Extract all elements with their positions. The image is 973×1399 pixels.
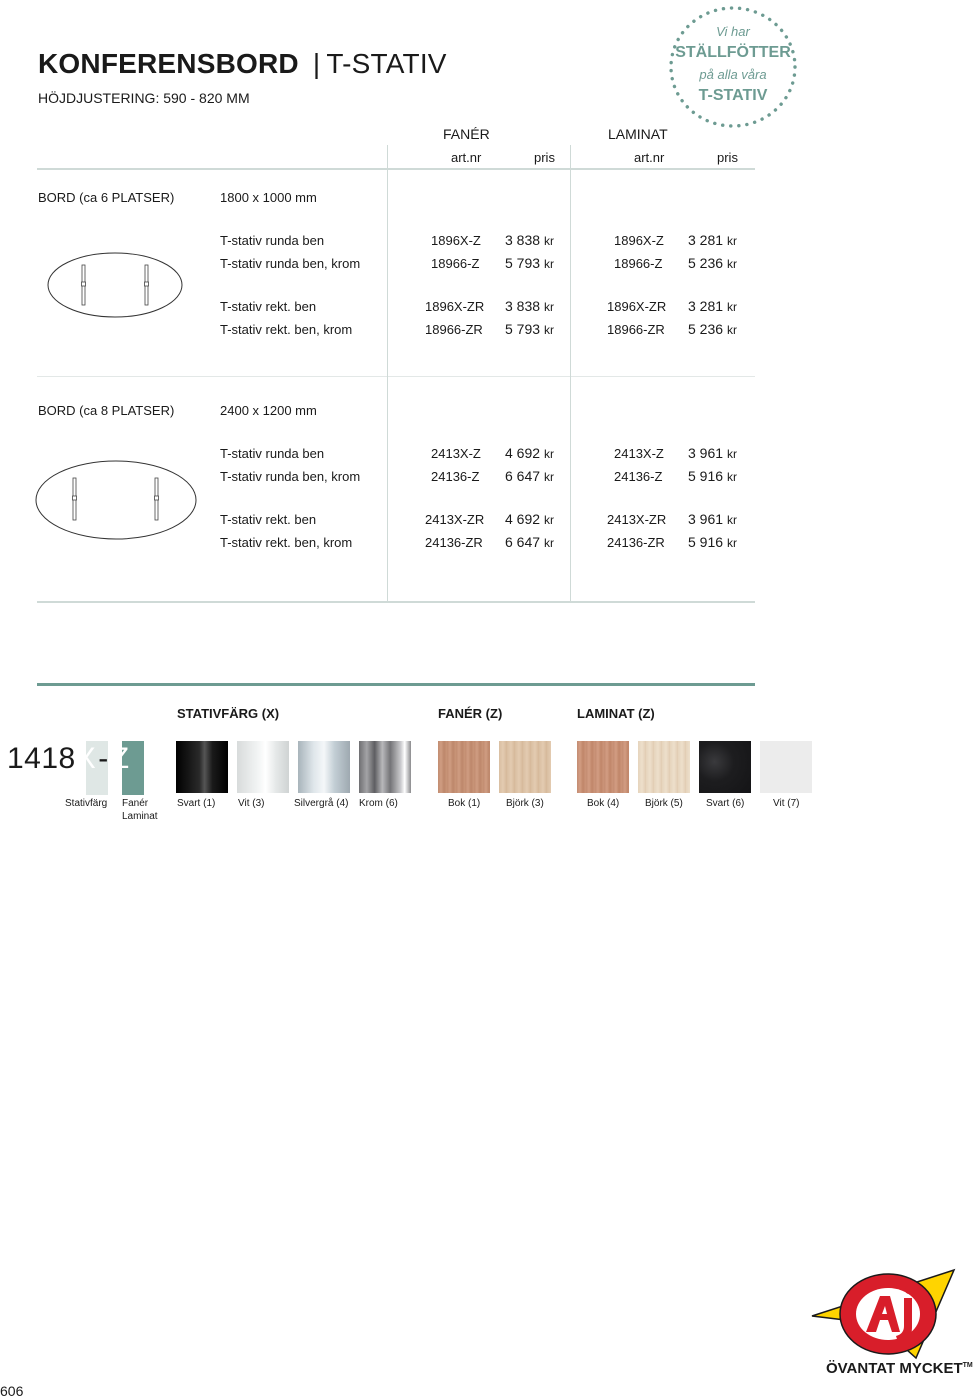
laminat-artnr: 1896X-Z bbox=[614, 233, 664, 248]
product-name: T-stativ runda ben, krom bbox=[220, 256, 361, 271]
faner-price: 6 647 kr bbox=[505, 534, 554, 550]
col-faner-pris: pris bbox=[534, 150, 555, 165]
laminat-price: 3 961 kr bbox=[688, 511, 737, 527]
badge-line-4: T-STATIV bbox=[698, 87, 768, 104]
laminat-artnr: 24136-Z bbox=[614, 469, 663, 484]
section-2-label: BORD (ca 8 PLATSER) bbox=[38, 403, 175, 418]
swatch-vit-3[interactable] bbox=[237, 741, 289, 793]
faner-price: 3 838 kr bbox=[505, 298, 554, 314]
column-group-laminat: LAMINAT bbox=[608, 126, 668, 142]
column-divider-2 bbox=[570, 145, 571, 601]
label-vit-3: Vit (3) bbox=[238, 798, 265, 809]
section-1-label: BORD (ca 6 PLATSER) bbox=[38, 190, 175, 205]
label-svart-6: Svart (6) bbox=[706, 798, 745, 809]
code-z: Z bbox=[110, 742, 130, 775]
laminat-heading: LAMINAT (Z) bbox=[577, 706, 655, 721]
faner-price: 5 793 kr bbox=[505, 321, 554, 337]
swatch-bok-1[interactable] bbox=[438, 741, 490, 793]
faner-price: 4 692 kr bbox=[505, 511, 554, 527]
feet-badge bbox=[666, 3, 800, 131]
product-name: T-stativ runda ben bbox=[220, 446, 325, 461]
faner-price: 5 793 kr bbox=[505, 255, 554, 271]
product-name: T-stativ rekt. ben, krom bbox=[220, 535, 353, 550]
faner-heading: FANÉR (Z) bbox=[438, 706, 503, 721]
code-z-label-2: Laminat bbox=[122, 811, 158, 822]
logo-slogan: ÖVANTAT MYCKET™ bbox=[826, 1360, 973, 1377]
product-name: T-stativ rekt. ben bbox=[220, 299, 317, 314]
laminat-artnr: 2413X-ZR bbox=[607, 512, 667, 527]
column-group-faner: FANÉR bbox=[443, 126, 490, 142]
product-name: T-stativ runda ben bbox=[220, 233, 325, 248]
laminat-price: 3 281 kr bbox=[688, 232, 737, 248]
laminat-price: 5 236 kr bbox=[688, 321, 737, 337]
col-faner-artnr: art.nr bbox=[451, 150, 482, 165]
title-main: KONFERENSBORD bbox=[38, 48, 299, 79]
column-divider-1 bbox=[387, 145, 388, 601]
faner-price: 4 692 kr bbox=[505, 445, 554, 461]
laminat-price: 5 916 kr bbox=[688, 534, 737, 550]
swatch-bjork-3[interactable] bbox=[499, 741, 551, 793]
swatch-silvergra-4[interactable] bbox=[298, 741, 350, 793]
page-subtitle: HÖJDJUSTERING: 590 - 820 MM bbox=[38, 90, 250, 106]
col-laminat-pris: pris bbox=[717, 150, 738, 165]
col-laminat-artnr: art.nr bbox=[634, 150, 665, 165]
laminat-artnr: 1896X-ZR bbox=[607, 299, 667, 314]
swatch-krom-6[interactable] bbox=[359, 741, 411, 793]
laminat-price: 3 281 kr bbox=[688, 298, 737, 314]
label-krom-6: Krom (6) bbox=[359, 798, 398, 809]
faner-artnr: 2413X-Z bbox=[431, 446, 481, 461]
page-title bbox=[38, 48, 447, 80]
swatch-vit-7[interactable] bbox=[760, 741, 812, 793]
faner-artnr: 24136-Z bbox=[431, 469, 480, 484]
badge-line-2: STÄLLFÖTTER bbox=[675, 44, 791, 61]
code-dash: - bbox=[98, 742, 109, 775]
laminat-artnr: 18966-ZR bbox=[607, 322, 665, 337]
aj-logo bbox=[808, 1262, 958, 1372]
table-bottom-rule bbox=[37, 601, 755, 603]
label-svart-1: Svart (1) bbox=[177, 798, 216, 809]
section-divider-1 bbox=[37, 376, 755, 377]
stativfarg-heading: STATIVFÄRG (X) bbox=[177, 706, 280, 721]
code-z-label-1: Fanér bbox=[122, 798, 149, 809]
swatch-svart-6[interactable] bbox=[699, 741, 751, 793]
section-1-size: 1800 x 1000 mm bbox=[220, 190, 317, 205]
laminat-artnr: 2413X-Z bbox=[614, 446, 664, 461]
title-separator: | bbox=[312, 48, 321, 79]
laminat-artnr: 18966-Z bbox=[614, 256, 663, 271]
label-bjork-5: Björk (5) bbox=[645, 798, 683, 809]
code-base: 1418 bbox=[7, 742, 76, 775]
table-diagram-6-seats bbox=[45, 250, 185, 320]
faner-artnr: 18966-ZR bbox=[425, 322, 483, 337]
faner-price: 3 838 kr bbox=[505, 232, 554, 248]
colors-top-rule bbox=[37, 683, 755, 686]
faner-artnr: 1896X-Z bbox=[431, 233, 481, 248]
label-vit-7: Vit (7) bbox=[773, 798, 800, 809]
product-name: T-stativ runda ben, krom bbox=[220, 469, 361, 484]
code-x: X bbox=[75, 742, 97, 775]
faner-artnr: 24136-ZR bbox=[425, 535, 483, 550]
product-name: T-stativ rekt. ben bbox=[220, 512, 317, 527]
table-diagram-8-seats bbox=[33, 458, 199, 542]
label-silvergra-4: Silvergrå (4) bbox=[294, 798, 349, 809]
faner-price: 6 647 kr bbox=[505, 468, 554, 484]
badge-line-1: Vi har bbox=[716, 24, 750, 39]
title-suffix: T-STATIV bbox=[326, 48, 447, 79]
laminat-artnr: 24136-ZR bbox=[607, 535, 665, 550]
swatch-svart-1[interactable] bbox=[176, 741, 228, 793]
section-2-size: 2400 x 1200 mm bbox=[220, 403, 317, 418]
swatch-bjork-5[interactable] bbox=[638, 741, 690, 793]
faner-artnr: 18966-Z bbox=[431, 256, 480, 271]
label-bok-4: Bok (4) bbox=[587, 798, 620, 809]
laminat-price: 5 236 kr bbox=[688, 255, 737, 271]
page-number: 606 bbox=[0, 1383, 24, 1399]
code-x-label: Stativfärg bbox=[65, 798, 108, 809]
badge-line-3: på alla våra bbox=[699, 67, 767, 82]
header-rule bbox=[37, 168, 755, 170]
article-code bbox=[7, 742, 130, 776]
label-bok-1: Bok (1) bbox=[448, 798, 481, 809]
faner-artnr: 1896X-ZR bbox=[425, 299, 485, 314]
swatch-bok-4[interactable] bbox=[577, 741, 629, 793]
product-name: T-stativ rekt. ben, krom bbox=[220, 322, 353, 337]
label-bjork-3: Björk (3) bbox=[506, 798, 544, 809]
laminat-price: 5 916 kr bbox=[688, 468, 737, 484]
laminat-price: 3 961 kr bbox=[688, 445, 737, 461]
faner-artnr: 2413X-ZR bbox=[425, 512, 485, 527]
